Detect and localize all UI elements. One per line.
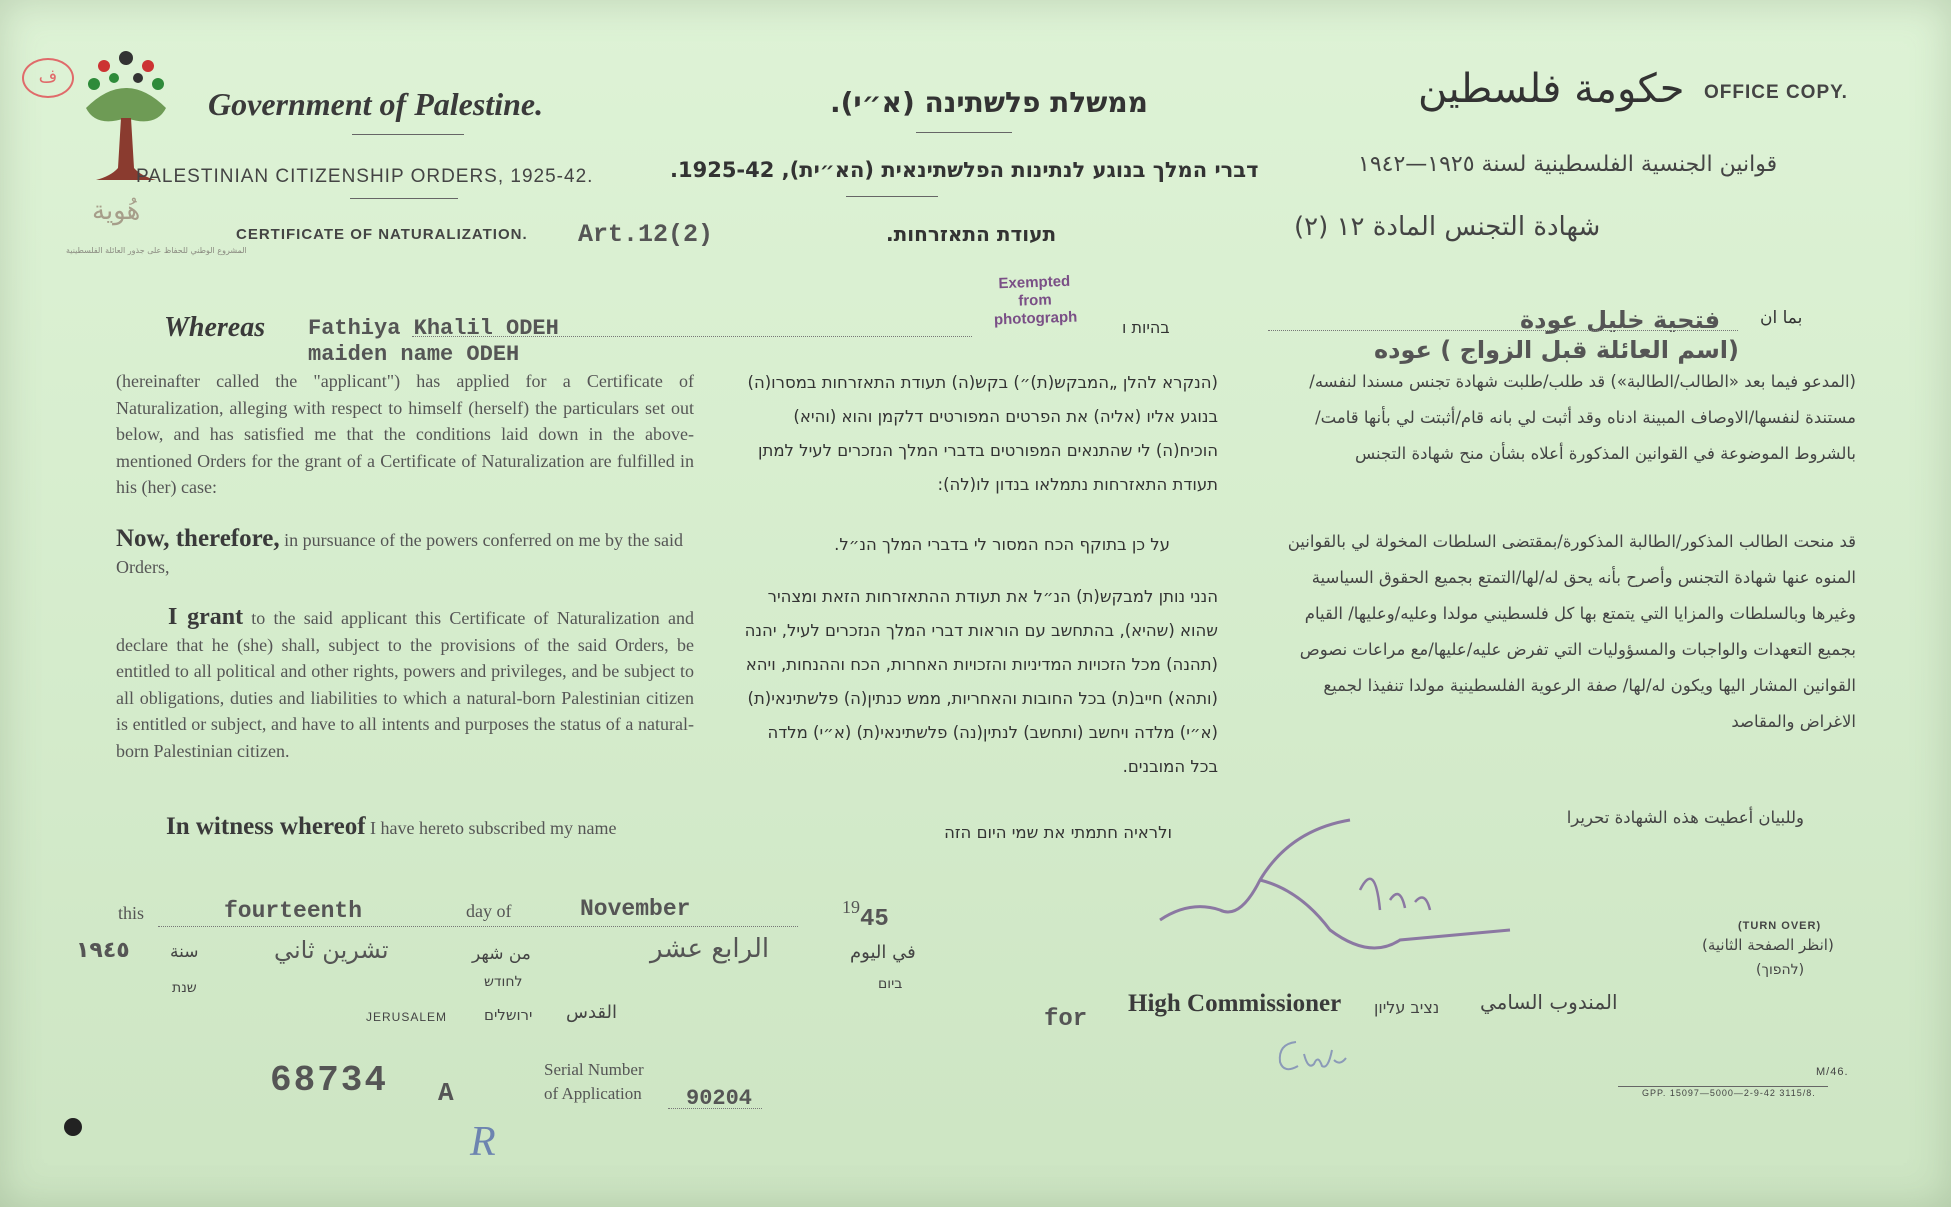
english-witness (166, 814, 726, 842)
title-arabic: حكومة فلسطين (1418, 66, 1685, 112)
logo-brand: هُوية (92, 196, 141, 226)
date-dotted-line (158, 926, 798, 927)
orders-hebrew-underline (846, 196, 938, 197)
applicant-maiden-arabic: (اسم العائلة قبل الزواج ) عوده (1374, 336, 1739, 364)
hebrew-paragraph-2: על כן בתוקף הכח המסור לי בדברי המלך הנ״ל. (834, 535, 1170, 554)
date-shana-label: שנת (172, 980, 197, 996)
date-this-label: this (118, 903, 145, 923)
date-day-of-label: day of (466, 901, 512, 921)
certificate-series: A (438, 1078, 454, 1108)
applicant-name-arabic: فتحية خليل عودة (1520, 306, 1721, 334)
printer-line: GPP. 15097—5000—2-9-42 3115/8. (1642, 1088, 1816, 1098)
exempted-stamp (979, 272, 1091, 330)
serial-label-1: Serial Number (544, 1060, 644, 1079)
place-arabic: القدس (566, 1002, 618, 1023)
hebrew-witness: ולראיה חתמתי את שמי היום הזה (944, 823, 1172, 842)
applicant-maiden-name: maiden name ODEH (308, 342, 520, 367)
hebrew-paragraph-1: (הנקרא להלן „המבקש(ת)״) בקש(ה) תעודת התאזרחות במסרו(ה) בנוגע אליו (אליה) את הפרטים המפורטים דלקמן והוא (והיא) הוכיח(ה) לי שהתנאים המפורטים בדברי המלך הנזכרים לעיל למתן תעודת התאזרחות נתמלאו בנדון לו(לה): (747, 373, 1218, 494)
title-underline (352, 134, 464, 135)
logo-tagline: المشروع الوطني للحفاظ على جذور العائلة الفلسطينية (66, 246, 247, 255)
stamp-line-3: photograph (993, 308, 1078, 329)
application-dotted-line (668, 1108, 762, 1109)
date-bayom-label: ביום (878, 976, 903, 992)
date-year-prefix: 19 (842, 897, 860, 917)
english-paragraph-3 (116, 604, 694, 764)
high-commissioner-english: High Commissioner (1128, 990, 1342, 1017)
place-english: JERUSALEM (366, 1010, 448, 1024)
hebrew-prefix: בהיות ו (1122, 318, 1170, 337)
date-day: fourteenth (224, 898, 363, 924)
certificate-english: CERTIFICATE OF NATURALIZATION. (236, 226, 528, 243)
in-witness-text: I have hereto subscribed my name (370, 818, 617, 838)
date-sana-label: سنة (170, 942, 199, 962)
orders-underline (350, 198, 458, 199)
arabic-witness: وللبيان أعطيت هذه الشهادة تحريرا (1566, 808, 1804, 827)
hebrew-paragraph-3: הנני נותן למבקש(ת) הנ״ל את תעודת ההתאזרחות הזאת ומצהיר שהוא (שהיא), בהתחשב עם הוראות דברי המלך הנזכרים לעיל, יהנה (תהנה) מכל הזכויות המדיניות והזכויות האחרות, הכח וההנחות, ויהא (ותהא) חייב(ת) בכל החובות והאחריות, ממש כנתין(ה) פלשתינאי(ת) (א״י) מלדה ויחשב (ותחשב) לנתין(נה) פלשתינאי(ת) (א״י) מלדה בכל המובנים. (744, 587, 1218, 776)
name-dotted-line (412, 336, 972, 337)
high-commissioner-hebrew: נציב עליון (1374, 998, 1440, 1017)
application-number: 90204 (686, 1086, 753, 1111)
date-fil-yawm-label: في اليوم (850, 942, 916, 963)
applicant-name: Fathiya Khalil ODEH (308, 316, 559, 341)
title-hebrew-underline (916, 132, 1012, 133)
date-month-arabic: تشرين ثاني (274, 936, 389, 964)
date-year-suffix: 45 (860, 906, 889, 933)
stamp-line-2: from (1018, 291, 1052, 310)
date-year-arabic: ١٩٤٥ (76, 938, 130, 963)
turn-over-hebrew: (להפוך) (1756, 962, 1805, 978)
date-day-arabic: الرابع عشر (650, 934, 770, 964)
now-therefore-text: in pursuance of the powers conferred on me by the said Orders, (116, 530, 683, 577)
now-therefore-label: Now, therefore, (116, 525, 280, 552)
whereas-label: Whereas (164, 312, 266, 343)
title-hebrew: ממשלת פלשתינה (א״י). (830, 86, 1148, 119)
date-month: November (580, 896, 691, 922)
english-paragraph-2 (116, 526, 694, 580)
certificate-article: Art.12(2) (578, 220, 714, 249)
arabic-dotted-line (1268, 330, 1738, 331)
certificate-number: 68734 (270, 1060, 389, 1101)
form-number: M/46. (1816, 1066, 1849, 1078)
english-paragraph-1: (hereinafter called the "applicant") has applied for a Certificate of Naturalization, alleging with respect to himself (herself) the particulars set out below, and has satisfied me that the conditions laid down in the above-mentioned Orders for the grant of a Certificate of Naturalization are fulfilled in his (her) case: (116, 371, 694, 497)
title-english: Government of Palestine. (208, 86, 544, 122)
turn-over-english: (TURN OVER) (1738, 920, 1822, 932)
certificate-hebrew: תעודת התאזרחות. (886, 222, 1057, 246)
arabic-paragraph-1: (المدعو فيما بعد «الطالب/الطالبة») قد طلب/طلبت شهادة تجنس مسندا لنفسه/مستندة لنفسها/الاوصاف المبينة ادناه وقد أثبت لي بانه قام/أثبتت لي بأنها قامت/بالشروط الموضوعة في القوانين المذكورة أعلاه بشأن منح شهادة التجنس (1309, 372, 1856, 463)
office-copy: OFFICE COPY. (1704, 82, 1848, 103)
in-witness-label: In witness whereof (166, 813, 366, 840)
i-grant-label: I grant (168, 604, 244, 630)
arabic-prefix: بما ان (1760, 308, 1803, 328)
orders-hebrew: דברי המלך בנוגע לנתינות הפלשתינאית (הא״ית), 1925-42. (670, 158, 1259, 182)
signature-image (1150, 790, 1530, 960)
for-label: for (1044, 1006, 1088, 1033)
certificate-arabic: شهادة التجنس المادة ١٢ (٢) (1294, 212, 1601, 242)
ink-dot (64, 1118, 82, 1136)
arabic-paragraph-2: قد منحت الطالب المذكور/الطالبة المذكورة/بمقتضى السلطات المخولة لي بالقوانين المنوه عنها شهادة التجنس وأصرح بأنه يحق له/لها/التمتع بجميع الحقوق السياسية وغيرها وبالسلطات والمزايا التي يتمتع بها كل فلسطيني مولدا وعليه/وعليها/ القيام بجميع التعهدات والواجبات والمسؤوليات التي تفرض عليه/عليها/مع مراعات نصوص القوانين المشار اليها ويكون له/لها/ صفة الرعوية الفلسطينية مولدا تنفيذا لجميع الاغراض والمقاصد (1287, 532, 1856, 731)
handwritten-mark: R (470, 1119, 496, 1165)
turn-over-arabic: (انظر الصفحة الثانية) (1702, 936, 1834, 954)
stamp-line-1: Exempted (998, 272, 1071, 293)
date-lachodesh-label: לחודש (484, 974, 523, 990)
date-min-shahr-label: من شهر (472, 944, 531, 964)
i-grant-text: to the said applicant this Certificate of Naturalization and declare that he (she) shall, subject to the provisions of the said Orders, be entitled to all political and other rights, powers and privileges, and be subject to all obligations, duties and liabilities to which a natural-born Palestinian citizen is entitled or subject, and have to all intents and purposes the status of a natural-born Palestinian citizen. (116, 608, 694, 761)
orders-english: PALESTINIAN CITIZENSHIP ORDERS, 1925-42. (136, 166, 594, 187)
initials-image (1274, 1030, 1354, 1080)
logo-circle-letter: ف (38, 66, 58, 87)
footer-rule (1618, 1086, 1828, 1087)
high-commissioner-arabic: المندوب السامي (1480, 990, 1618, 1014)
place-hebrew: ירושלים (484, 1006, 533, 1024)
orders-arabic: قوانين الجنسية الفلسطينية لسنة ١٩٢٥—١٩٤٢ (1358, 152, 1778, 177)
serial-label-2: of Application (544, 1084, 642, 1103)
